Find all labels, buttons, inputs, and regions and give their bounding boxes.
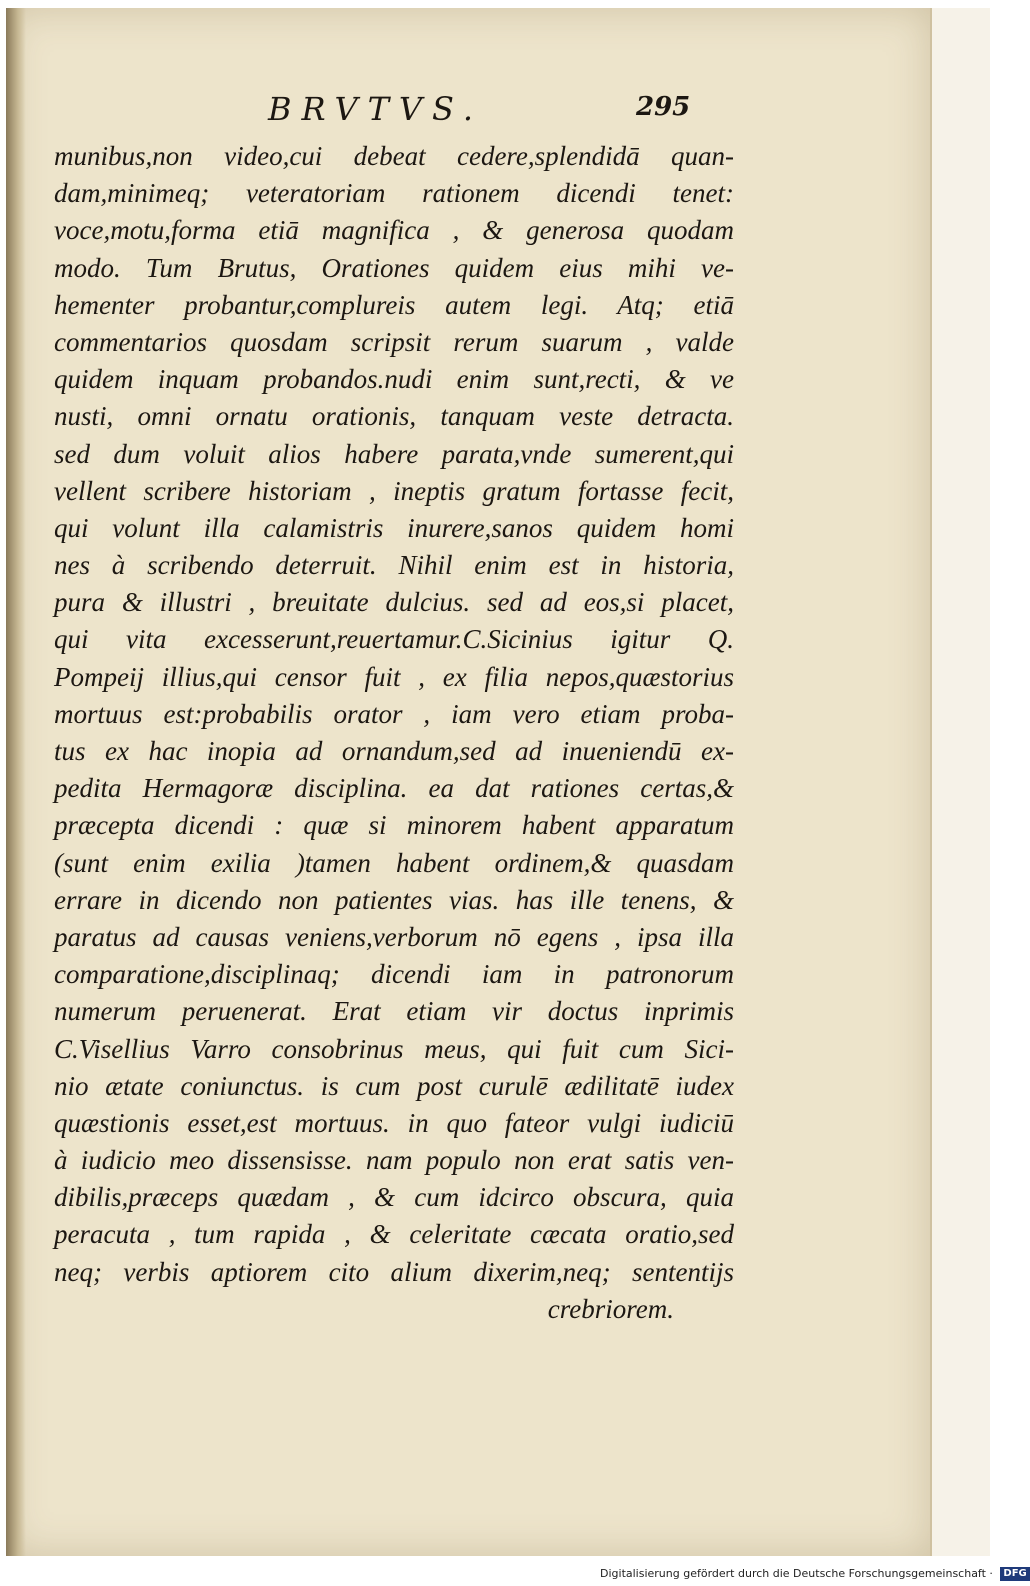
text-line: peracuta , tum rapida , & celeritate cæcata oratio,sed [54, 1219, 734, 1250]
dfg-logo: DFG [1000, 1567, 1029, 1581]
text-line: sed dum voluit alios habere parata,vnde sumerent,qui [54, 438, 734, 469]
text-line: C.Visellius Varro consobrinus meus, qui fuit cum Sici- [54, 1033, 734, 1064]
book-page [6, 8, 932, 1556]
text-line: præcepta dicendi : quæ si minorem habent apparatum [54, 810, 734, 841]
text-line: munibus,non video,cui debeat cedere,splendidā quan- [54, 141, 734, 171]
text-line: quidem inquam probandos.nudi enim sunt,recti, & ve [54, 364, 734, 395]
text-line: voce,motu,forma etiā magnifica , & generosa quodam [54, 215, 734, 246]
text-line: paratus ad causas veniens,verborum nō egens , ipsa illa [54, 921, 734, 952]
text-line: nio ætate coniunctus. is cum post curulē ædilitatē iudex [54, 1070, 734, 1101]
body-text [54, 138, 734, 1328]
text-line: vellent scribere historiam , ineptis gratum fortasse fecit, [54, 475, 734, 506]
page-header [6, 90, 930, 140]
text-line: crebriorem. [547, 1293, 674, 1324]
text-line: dibilis,præceps quædam , & cum idcirco obscura, quia [54, 1182, 734, 1213]
text-line: nusti, omni ornatu orationis, tanquam veste detracta. [54, 401, 734, 432]
text-line: à iudicio meo dissensisse. nam populo non erat satis ven- [54, 1145, 734, 1176]
text-line: (sunt enim exilia )tamen habent ordinem,& quasdam [54, 847, 734, 878]
text-line: neq; verbis aptiorem cito alium dixerim,neq; sententijs [54, 1256, 734, 1287]
text-line: commentarios quosdam scripsit rerum suarum , valde [54, 326, 734, 357]
text-line: quæstionis esset,est mortuus. in quo fateor vulgi iudiciū [54, 1107, 734, 1138]
adjacent-page-edge [930, 8, 990, 1556]
text-line: errare in dicendo non patientes vias. has ille tenens, & [54, 884, 734, 915]
digitization-credit [600, 1565, 1030, 1583]
text-line: comparatione,disciplinaq; dicendi iam in patronorum [54, 959, 734, 990]
text-line: qui vita excesserunt,reuertamur.C.Sicinius igitur Q. [54, 624, 734, 655]
text-line: Pompeij illius,qui censor fuit , ex filia nepos,quæstorius [54, 661, 734, 692]
text-line: pedita Hermagoræ disciplina. ea dat rationes certas,& [54, 773, 734, 804]
book-spine-shadow [6, 8, 26, 1556]
text-line: tus ex hac inopia ad ornandum,sed ad inueniendū ex- [54, 736, 734, 766]
running-title: BRVTVS. [268, 90, 483, 128]
text-line: hementer probantur,complureis autem legi. Atq; etiā [54, 289, 734, 320]
text-line: dam,minimeq; veteratoriam rationem dicendi tenet: [54, 178, 734, 209]
page-number: 295 [636, 92, 691, 122]
text-line: modo. Tum Brutus, Orationes quidem eius mihi ve- [54, 252, 734, 283]
footer-text: Digitalisierung gefördert durch die Deutsche Forschungsgemeinschaft · [600, 1567, 993, 1580]
text-line: numerum peruenerat. Erat etiam vir doctus inprimis [54, 996, 734, 1027]
text-line: mortuus est:probabilis orator , iam vero etiam proba- [54, 698, 734, 729]
text-line: pura & illustri , breuitate dulcius. sed ad eos,si placet, [54, 587, 734, 618]
text-line: qui volunt illa calamistris inurere,sanos quidem homi [54, 512, 734, 543]
text-line: nes à scribendo deterruit. Nihil enim est in historia, [54, 550, 734, 581]
